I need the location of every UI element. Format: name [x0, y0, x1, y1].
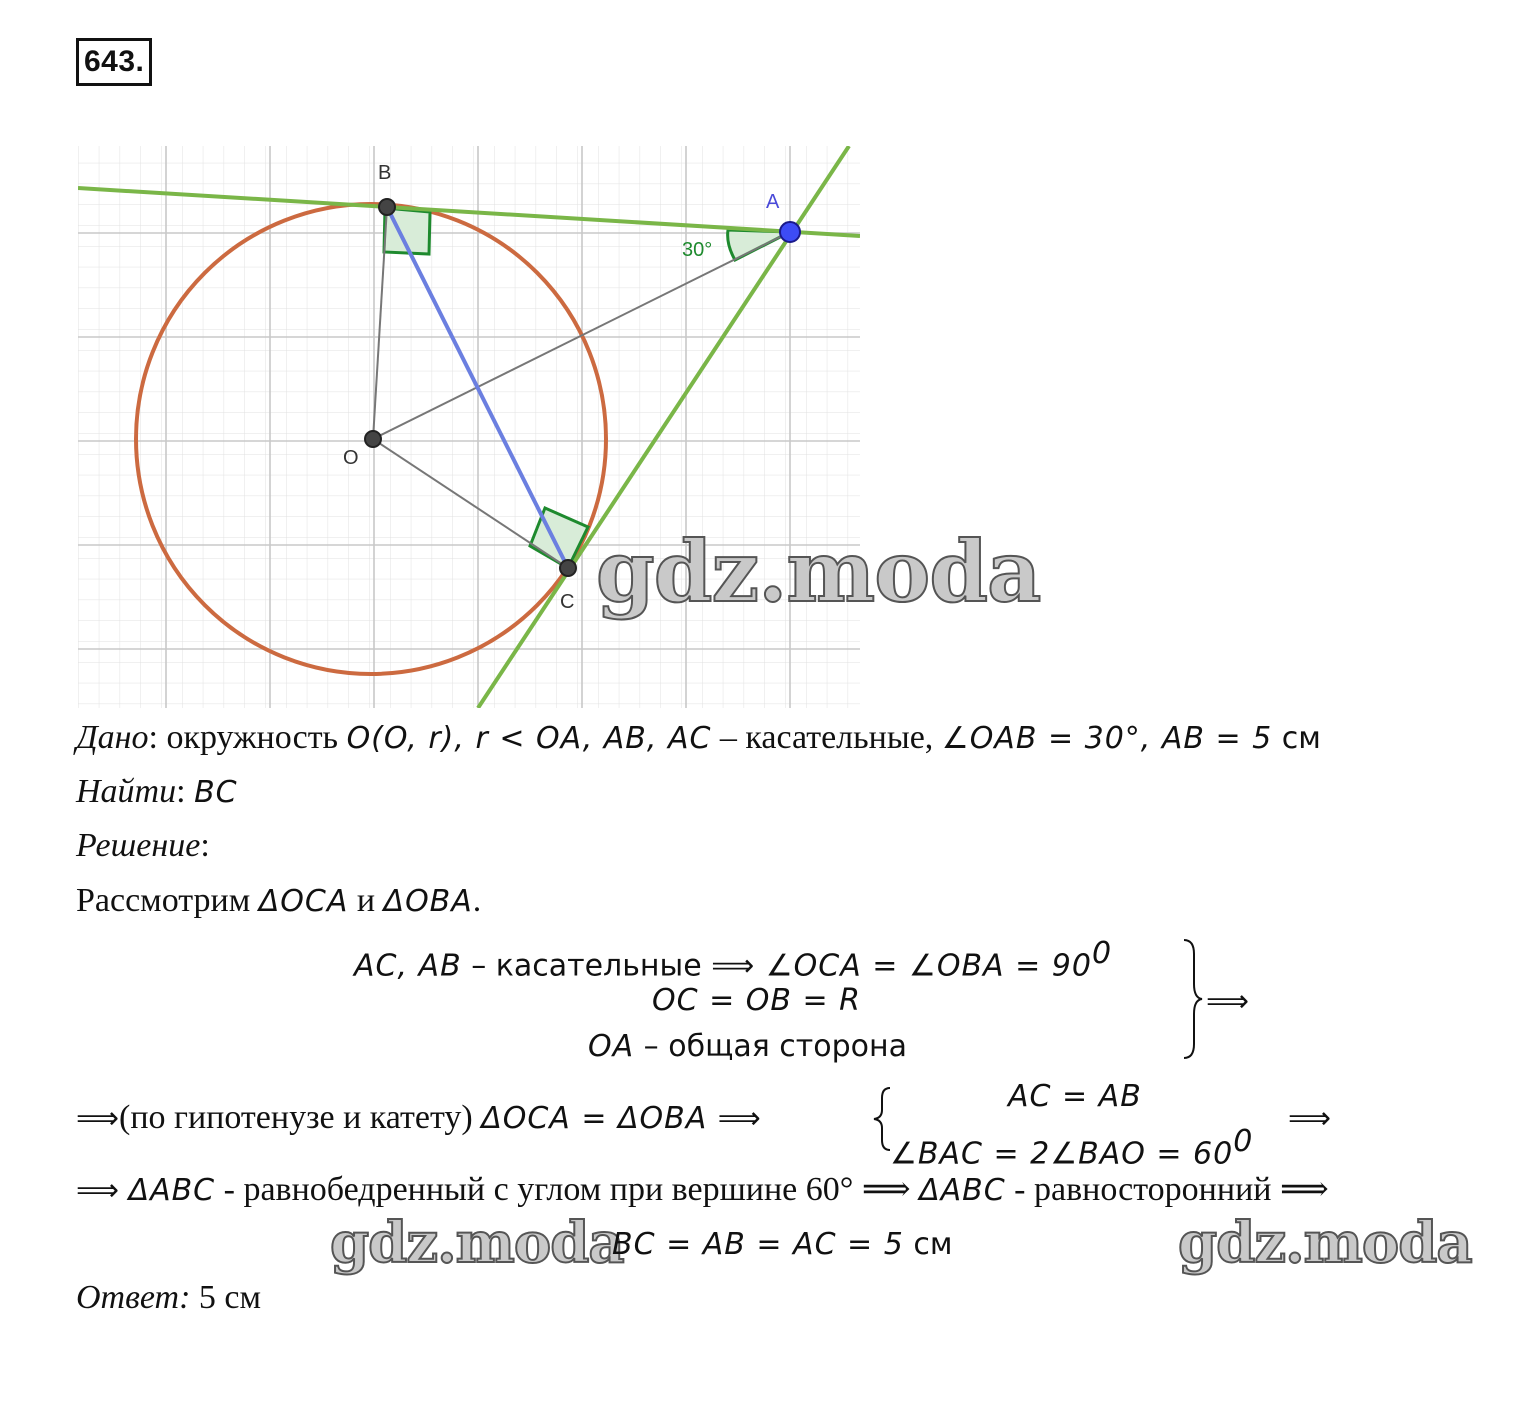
- geometry-figure: [78, 146, 860, 708]
- step2-implies-arrow: ⟹: [1288, 1101, 1332, 1136]
- find-colon: :: [176, 773, 195, 810]
- step2-brace: [870, 1086, 892, 1152]
- consider-text-1: Рассмотрим: [76, 882, 259, 919]
- label-b: B: [378, 162, 392, 184]
- label-o: O: [343, 447, 359, 469]
- step2-line: [76, 1098, 762, 1139]
- find-line: [76, 772, 238, 813]
- step3-text-1: - равнобедренный с углом при вершине 60° ⟹: [215, 1171, 920, 1208]
- solution-line: [76, 826, 210, 866]
- problem-number: 643.: [76, 38, 152, 86]
- given-text-1: : окружность: [148, 719, 347, 756]
- point-b: [379, 199, 395, 215]
- answer-label: Ответ:: [76, 1279, 191, 1316]
- solution-label: Решение: [76, 827, 201, 864]
- system1-row2-math: OC = OB = R: [652, 983, 862, 1018]
- answer-value: 5 см: [190, 1279, 261, 1316]
- label-c: C: [560, 591, 575, 613]
- step2-arrow: ⟹: [76, 1101, 120, 1136]
- watermark-2: gdz.moda: [330, 1210, 624, 1276]
- system1-row1-text: – касательные: [461, 948, 712, 984]
- step4-math: BC = AB = AC = 5: [612, 1227, 904, 1262]
- answer-line: [76, 1278, 261, 1318]
- step3-arrow: ⟹: [76, 1173, 129, 1208]
- step4-line: [612, 1224, 953, 1265]
- given-unit: см: [1272, 721, 1321, 756]
- system1-row1: [354, 934, 1112, 986]
- system1-brace: [1180, 938, 1204, 1060]
- given-math-1: O(O, r), r < OA, AB, AC: [346, 721, 712, 756]
- step2-math: ΔOCA = ΔOBA ⟹: [481, 1101, 762, 1136]
- point-c: [560, 560, 576, 576]
- consider-triangle-2: ΔOBA: [383, 884, 473, 919]
- step2-implies: [1288, 1098, 1331, 1139]
- step2-sys-row2: [890, 1122, 1253, 1174]
- watermark-3: gdz.moda: [1178, 1210, 1472, 1276]
- system1-row3-text: – общая сторона: [634, 1029, 908, 1064]
- point-a: [780, 222, 800, 242]
- consider-text-2: и: [348, 882, 384, 919]
- step3-triangle-2: ΔABC: [919, 1173, 1006, 1208]
- watermark-1: gdz.moda: [596, 522, 1041, 621]
- system1-row1-math: AC, AB: [354, 948, 462, 984]
- step4-unit: см: [903, 1227, 953, 1262]
- consider-dot: .: [472, 882, 482, 919]
- system1-row1-sup: 0: [1091, 936, 1113, 971]
- system1-implies: [1206, 981, 1249, 1022]
- system1-row1-rel: ⟹ ∠OCA = ∠OBA = 90: [711, 948, 1092, 984]
- label-a: A: [766, 191, 780, 213]
- point-o: [365, 431, 381, 447]
- angle-label: 30°: [682, 239, 713, 261]
- step3-triangle-1: ΔABC: [128, 1173, 216, 1208]
- given-label: Дано: [76, 719, 149, 756]
- find-label: Найти: [76, 773, 177, 810]
- step2-sys-row1: [1008, 1076, 1142, 1117]
- system1-row3-math: OA: [588, 1029, 635, 1064]
- step3-line: [76, 1170, 1329, 1211]
- consider-triangle-1: ΔOCA: [258, 884, 349, 919]
- system1-row3: [588, 1026, 907, 1067]
- given-text-2: – касательные,: [711, 719, 942, 756]
- step3-text-2: - равносторонний ⟹: [1005, 1171, 1329, 1208]
- given-math-2: ∠OAB = 30°, AB = 5: [941, 721, 1273, 756]
- step2-sys-row2-math: ∠BAC = 2∠BAO = 60: [890, 1136, 1234, 1172]
- step2-text: (по гипотенузе и катету): [119, 1099, 482, 1136]
- solution-colon: :: [200, 827, 210, 864]
- system1-row2: [652, 980, 861, 1021]
- step2-sys-row2-sup: 0: [1233, 1124, 1254, 1159]
- step2-sys-row1-math: AC = AB: [1008, 1079, 1142, 1114]
- given-line: [76, 718, 1321, 759]
- system1-implies-arrow: ⟹: [1206, 984, 1250, 1019]
- find-value: BC: [194, 775, 238, 810]
- consider-line: [76, 881, 481, 922]
